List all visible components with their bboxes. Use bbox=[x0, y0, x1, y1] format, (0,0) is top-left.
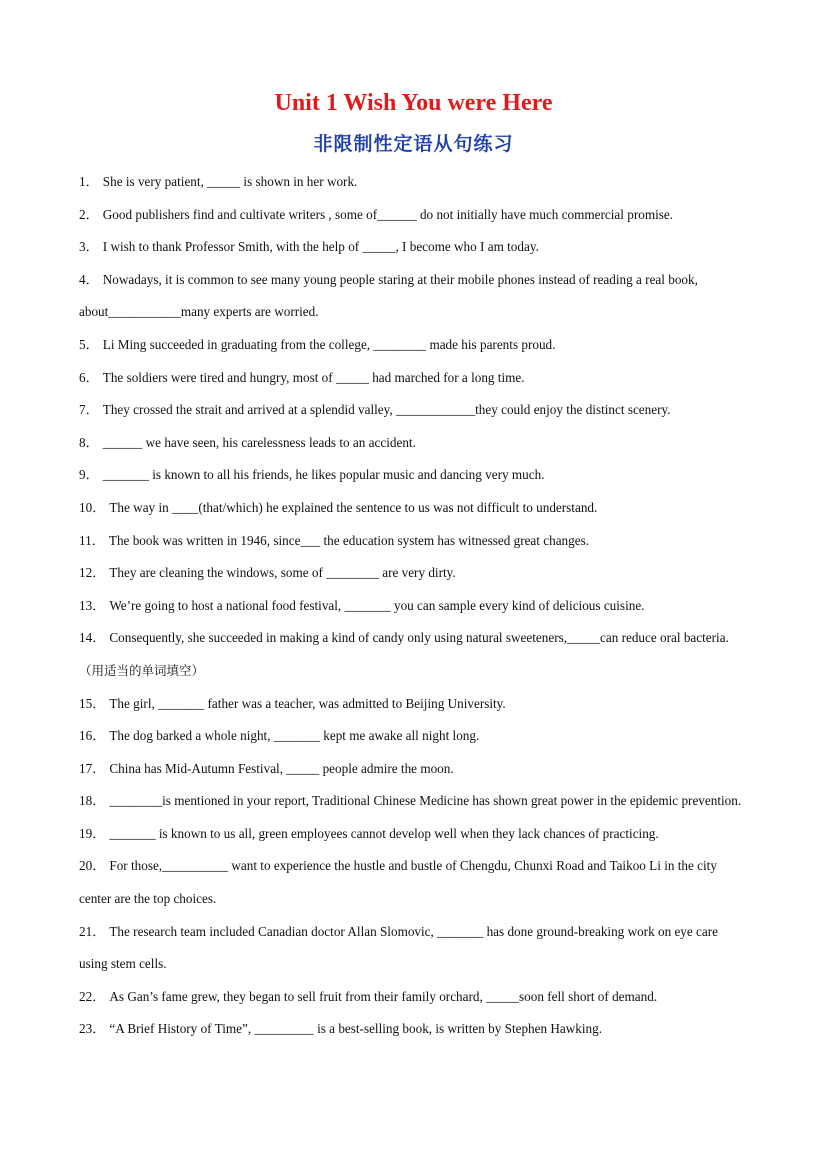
question-number: 6． bbox=[79, 369, 99, 385]
question-item bbox=[79, 362, 744, 395]
question-list bbox=[79, 166, 744, 1046]
question-item bbox=[79, 785, 744, 818]
question-number: 20． bbox=[79, 858, 106, 874]
question-text: China has Mid-Autumn Festival, _____ people admire the moon. bbox=[109, 760, 454, 776]
question-number: 4． bbox=[79, 271, 99, 287]
question-number: 12． bbox=[79, 565, 106, 581]
question-item bbox=[79, 459, 744, 492]
question-text: _______ is known to us all, green employees cannot develop well when they lack chances of practicing. bbox=[109, 825, 659, 841]
document-subtitle: 非限制性定语从句练习 bbox=[313, 133, 514, 155]
question-text: Consequently, she succeeded in making a kind of candy only using natural sweeteners,_____can reduce oral bacteria. bbox=[109, 630, 729, 646]
question-text: As Gan’s fame grew, they began to sell fruit from their family orchard, _____soon fell short of demand. bbox=[109, 988, 658, 1004]
question-item bbox=[79, 166, 744, 199]
question-item bbox=[79, 753, 744, 786]
question-number: 22． bbox=[79, 988, 106, 1004]
question-item bbox=[79, 622, 744, 687]
question-number: 9． bbox=[79, 467, 99, 483]
question-item bbox=[79, 720, 744, 753]
question-item bbox=[79, 1013, 744, 1046]
question-number: 18． bbox=[79, 793, 106, 809]
question-text: They crossed the strait and arrived at a splendid valley, ____________they could enjoy the distinct scenery. bbox=[102, 402, 671, 418]
question-text: The way in ____(that/which) he explained the sentence to us was not difficult to understand. bbox=[109, 499, 598, 515]
question-number: 7． bbox=[79, 402, 99, 418]
question-text: ______ we have seen, his carelessness leads to an accident. bbox=[102, 434, 416, 450]
question-item bbox=[79, 264, 744, 329]
question-item bbox=[79, 394, 744, 427]
question-number: 13． bbox=[79, 597, 106, 613]
question-text: For those,__________ want to experience the hustle and bustle of Chengdu, Chunxi Road and Taikoo Li in the city center are the top choices. bbox=[79, 858, 717, 907]
question-item bbox=[79, 850, 744, 915]
question-number: 8． bbox=[79, 434, 99, 450]
question-number: 21． bbox=[79, 923, 106, 939]
question-text: I wish to thank Professor Smith, with the help of _____, I become who I am today. bbox=[102, 239, 539, 255]
question-item bbox=[79, 199, 744, 232]
question-text: She is very patient, _____ is shown in her work. bbox=[102, 174, 358, 189]
question-item bbox=[79, 525, 744, 558]
question-item bbox=[79, 557, 744, 590]
question-item bbox=[79, 329, 744, 362]
question-text: The soldiers were tired and hungry, most of _____ had marched for a long time. bbox=[102, 369, 525, 385]
question-number: 23． bbox=[79, 1021, 106, 1037]
question-item bbox=[79, 231, 744, 264]
question-number: 14． bbox=[79, 630, 106, 646]
question-item bbox=[79, 818, 744, 851]
question-text: The girl, _______ father was a teacher, was admitted to Beijing University. bbox=[109, 695, 506, 711]
question-number: 10． bbox=[79, 499, 106, 515]
question-number: 16． bbox=[79, 728, 106, 744]
question-text: The dog barked a whole night, _______ kept me awake all night long. bbox=[109, 728, 480, 744]
question-text: ________is mentioned in your report, Traditional Chinese Medicine has shown great power in the epidemic prevention. bbox=[109, 793, 742, 809]
question-item bbox=[79, 590, 744, 623]
question-text: _______ is known to all his friends, he likes popular music and dancing very much. bbox=[102, 467, 545, 483]
question-number: 3． bbox=[79, 239, 99, 255]
question-text: Nowadays, it is common to see many young people staring at their mobile phones instead of reading a real book, about___________many experts are worried. bbox=[79, 271, 698, 320]
question-number: 19． bbox=[79, 825, 106, 841]
question-item bbox=[79, 427, 744, 460]
question-text: Li Ming succeeded in graduating from the college, ________ made his parents proud. bbox=[102, 336, 556, 352]
question-text: They are cleaning the windows, some of ________ are very dirty. bbox=[109, 565, 456, 581]
question-number: 1． bbox=[79, 174, 99, 189]
question-item bbox=[79, 688, 744, 721]
question-text: We’re going to host a national food festival, _______ you can sample every kind of delicious cuisine. bbox=[109, 597, 645, 613]
question-text: Good publishers find and cultivate writers , some of______ do not initially have much commercial promise. bbox=[102, 206, 674, 222]
question-text: The book was written in 1946, since___ the education system has witnessed great changes. bbox=[108, 532, 590, 548]
question-text: “A Brief History of Time”, _________ is a best-selling book, is written by Stephen Hawking. bbox=[109, 1021, 603, 1037]
question-number: 15． bbox=[79, 695, 106, 711]
question-item bbox=[79, 492, 744, 525]
question-text: The research team included Canadian doctor Allan Slomovic, _______ has done ground-breaking work on eye care using stem cells. bbox=[79, 923, 719, 972]
document-title: Unit 1 Wish You were Here bbox=[274, 90, 553, 116]
question-item bbox=[79, 981, 744, 1014]
question-item bbox=[79, 916, 744, 981]
question-note: （用适当的单词填空） bbox=[79, 662, 205, 678]
question-number: 11． bbox=[79, 532, 105, 548]
question-number: 17． bbox=[79, 760, 106, 776]
question-number: 5． bbox=[79, 336, 99, 352]
question-number: 2． bbox=[79, 206, 99, 222]
